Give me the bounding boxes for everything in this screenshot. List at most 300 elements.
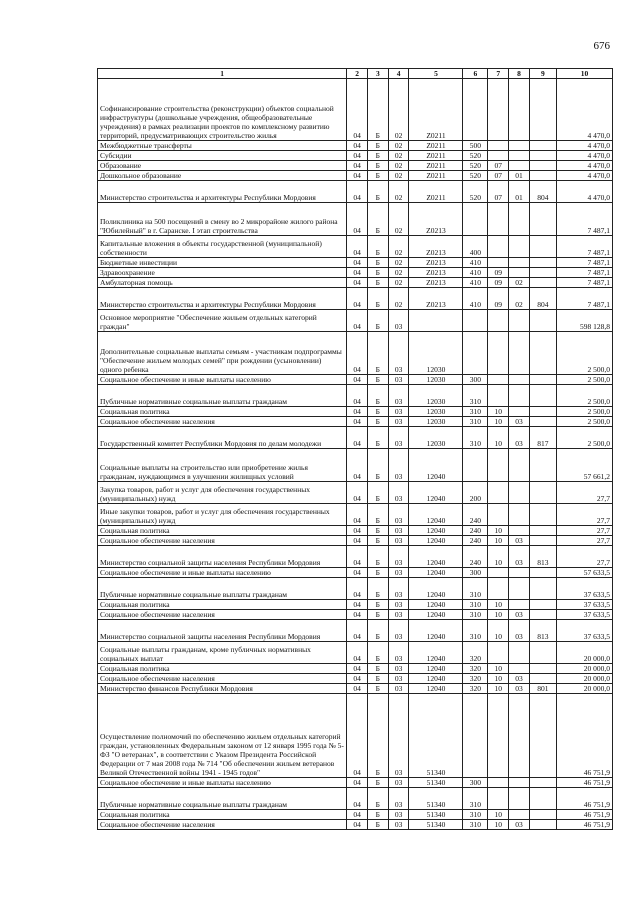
table-row	[98, 600, 613, 610]
amount-cell: 4 470,0	[556, 151, 612, 161]
code-cell	[529, 674, 556, 684]
code-cell: 03	[509, 417, 530, 427]
code-cell: 12040	[409, 674, 463, 684]
code-cell	[529, 568, 556, 578]
code-cell	[488, 385, 509, 407]
code-cell: 02	[388, 151, 409, 161]
row-name: Социальная политика	[98, 600, 347, 610]
code-cell	[488, 778, 509, 788]
amount-cell: 37 633,5	[556, 610, 612, 620]
code-cell: 02	[388, 171, 409, 181]
code-cell: 03	[388, 674, 409, 684]
code-cell	[529, 407, 556, 417]
table-row	[98, 694, 613, 778]
code-cell: 12040	[409, 546, 463, 568]
code-cell: Б	[367, 310, 388, 332]
code-cell: Б	[367, 546, 388, 568]
table-row	[98, 151, 613, 161]
row-name: Субсидии	[98, 151, 347, 161]
table-row	[98, 268, 613, 278]
row-name: Социальное обеспечение и иные выплаты населению	[98, 375, 347, 385]
code-cell	[529, 171, 556, 181]
code-cell: 03	[388, 788, 409, 810]
code-cell	[529, 417, 556, 427]
row-name: Социальное обеспечение населения	[98, 820, 347, 830]
code-cell: 10	[488, 600, 509, 610]
code-cell: 03	[388, 578, 409, 600]
code-cell	[488, 504, 509, 526]
code-cell	[529, 536, 556, 546]
column-header: 9	[529, 69, 556, 79]
code-cell: Б	[367, 236, 388, 258]
row-name: Межбюджетные трансферты	[98, 141, 347, 151]
code-cell: Z0211	[409, 181, 463, 203]
code-cell: 04	[347, 482, 368, 504]
row-name: Социальная политика	[98, 526, 347, 536]
table-row	[98, 258, 613, 268]
code-cell: 300	[463, 778, 488, 788]
row-name: Министерство финансов Республики Мордовия	[98, 684, 347, 694]
code-cell	[509, 258, 530, 268]
code-cell: Б	[367, 417, 388, 427]
amount-cell: 4 470,0	[556, 181, 612, 203]
code-cell: 04	[347, 568, 368, 578]
code-cell: 10	[488, 610, 509, 620]
code-cell	[509, 141, 530, 151]
table-row	[98, 810, 613, 820]
code-cell: 03	[509, 610, 530, 620]
code-cell: 804	[529, 181, 556, 203]
code-cell: Б	[367, 79, 388, 141]
code-cell: 51340	[409, 820, 463, 830]
code-cell: 310	[463, 385, 488, 407]
amount-cell: 2 500,0	[556, 417, 612, 427]
code-cell: 12040	[409, 578, 463, 600]
code-cell: 04	[347, 181, 368, 203]
code-cell: 04	[347, 417, 368, 427]
code-cell	[529, 578, 556, 600]
code-cell: 310	[463, 810, 488, 820]
code-cell	[463, 203, 488, 236]
code-cell: 500	[463, 141, 488, 151]
code-cell: 03	[388, 536, 409, 546]
code-cell: Б	[367, 268, 388, 278]
code-cell: 03	[388, 610, 409, 620]
code-cell	[463, 694, 488, 778]
code-cell: 10	[488, 546, 509, 568]
code-cell	[488, 310, 509, 332]
code-cell: 09	[488, 268, 509, 278]
code-cell	[529, 610, 556, 620]
row-name: Социальная политика	[98, 664, 347, 674]
code-cell: 03	[509, 546, 530, 568]
code-cell: 04	[347, 161, 368, 171]
code-cell: 310	[463, 620, 488, 642]
code-cell	[488, 449, 509, 482]
code-cell: Б	[367, 600, 388, 610]
table-row	[98, 288, 613, 310]
code-cell	[488, 332, 509, 375]
code-cell: 520	[463, 181, 488, 203]
code-cell	[529, 332, 556, 375]
code-cell	[509, 407, 530, 417]
code-cell	[529, 600, 556, 610]
code-cell: Б	[367, 171, 388, 181]
table-row	[98, 504, 613, 526]
code-cell	[529, 203, 556, 236]
row-name: Публичные нормативные социальные выплаты гражданам	[98, 385, 347, 407]
code-cell	[509, 332, 530, 375]
amount-cell: 2 500,0	[556, 427, 612, 449]
code-cell: 10	[488, 820, 509, 830]
code-cell: 310	[463, 610, 488, 620]
code-cell	[488, 236, 509, 258]
row-name: Социальное обеспечение населения	[98, 610, 347, 620]
code-cell: 10	[488, 664, 509, 674]
code-cell: 02	[388, 181, 409, 203]
code-cell: 12030	[409, 427, 463, 449]
code-cell: 03	[388, 546, 409, 568]
code-cell	[488, 642, 509, 664]
code-cell: 04	[347, 407, 368, 417]
code-cell: 801	[529, 684, 556, 694]
code-cell: 320	[463, 684, 488, 694]
code-cell: 12030	[409, 375, 463, 385]
code-cell	[509, 79, 530, 141]
row-name: Социальное обеспечение населения	[98, 536, 347, 546]
amount-cell: 20 000,0	[556, 674, 612, 684]
code-cell: 310	[463, 407, 488, 417]
amount-cell: 2 500,0	[556, 375, 612, 385]
amount-cell: 7 487,1	[556, 236, 612, 258]
code-cell: Б	[367, 151, 388, 161]
code-cell	[509, 568, 530, 578]
table-row	[98, 546, 613, 568]
code-cell: 04	[347, 385, 368, 407]
code-cell: Z0213	[409, 203, 463, 236]
code-cell: Б	[367, 674, 388, 684]
code-cell	[509, 642, 530, 664]
code-cell: 04	[347, 203, 368, 236]
code-cell	[488, 79, 509, 141]
code-cell: 03	[388, 385, 409, 407]
code-cell: 04	[347, 79, 368, 141]
code-cell: 300	[463, 375, 488, 385]
code-cell	[488, 151, 509, 161]
code-cell: 310	[463, 417, 488, 427]
amount-cell: 46 751,9	[556, 778, 612, 788]
amount-cell: 46 751,9	[556, 810, 612, 820]
code-cell: 04	[347, 820, 368, 830]
code-cell: 51340	[409, 694, 463, 778]
code-cell: 04	[347, 600, 368, 610]
table-row	[98, 536, 613, 546]
table-row	[98, 332, 613, 375]
code-cell: 51340	[409, 778, 463, 788]
amount-cell: 57 661,2	[556, 449, 612, 482]
code-cell: 813	[529, 620, 556, 642]
amount-cell: 46 751,9	[556, 820, 612, 830]
code-cell: 10	[488, 526, 509, 536]
row-name: Капитальные вложения в объекты государственной (муниципальной) собственности	[98, 236, 347, 258]
code-cell: 200	[463, 482, 488, 504]
code-cell	[463, 449, 488, 482]
code-cell: 04	[347, 694, 368, 778]
code-cell: 02	[509, 278, 530, 288]
code-cell	[488, 788, 509, 810]
table-row	[98, 684, 613, 694]
code-cell: 04	[347, 610, 368, 620]
table-row	[98, 278, 613, 288]
code-cell: 520	[463, 151, 488, 161]
table-row	[98, 310, 613, 332]
code-cell: 12040	[409, 568, 463, 578]
amount-cell: 46 751,9	[556, 694, 612, 778]
code-cell	[488, 694, 509, 778]
code-cell: 03	[388, 310, 409, 332]
code-cell: 04	[347, 375, 368, 385]
amount-cell: 7 487,1	[556, 288, 612, 310]
table-row	[98, 141, 613, 151]
code-cell: 04	[347, 788, 368, 810]
amount-cell: 20 000,0	[556, 642, 612, 664]
code-cell: 04	[347, 141, 368, 151]
code-cell: Z0213	[409, 268, 463, 278]
code-cell: 04	[347, 151, 368, 161]
code-cell: 400	[463, 236, 488, 258]
code-cell: 09	[488, 288, 509, 310]
code-cell: 12040	[409, 536, 463, 546]
code-cell: 02	[388, 258, 409, 268]
row-name: Закупка товаров, работ и услуг для обеспечения государственных (муниципальных) нужд	[98, 482, 347, 504]
code-cell	[529, 141, 556, 151]
code-cell: Б	[367, 568, 388, 578]
code-cell	[529, 526, 556, 536]
code-cell	[529, 664, 556, 674]
amount-cell: 4 470,0	[556, 161, 612, 171]
row-name: Софинансирование строительства (реконструкции) объектов социальной инфраструктуры (дошкольные учреждения, общеобразовательные учреждения) в рамках реализации проектов по комплексному развитию территорий, предусматривающих строительство жилья	[98, 79, 347, 141]
amount-cell: 4 470,0	[556, 171, 612, 181]
code-cell	[488, 258, 509, 268]
code-cell: 04	[347, 684, 368, 694]
column-header: 7	[488, 69, 509, 79]
table-row	[98, 427, 613, 449]
code-cell: 04	[347, 288, 368, 310]
code-cell	[409, 310, 463, 332]
code-cell: 12040	[409, 642, 463, 664]
code-cell: 51340	[409, 788, 463, 810]
row-name: Министерство строительства и архитектуры Республики Мордовия	[98, 181, 347, 203]
code-cell: 520	[463, 171, 488, 181]
amount-cell: 4 470,0	[556, 141, 612, 151]
code-cell: 04	[347, 810, 368, 820]
table-header-row	[98, 69, 613, 79]
code-cell	[529, 278, 556, 288]
code-cell: 04	[347, 504, 368, 526]
code-cell: 310	[463, 578, 488, 600]
code-cell: 03	[388, 568, 409, 578]
code-cell	[529, 810, 556, 820]
amount-cell: 57 633,5	[556, 568, 612, 578]
column-header: 1	[98, 69, 347, 79]
row-name: Социальное обеспечение населения	[98, 674, 347, 684]
table-row	[98, 236, 613, 258]
code-cell: 12030	[409, 385, 463, 407]
code-cell	[529, 161, 556, 171]
row-name: Социальные выплаты гражданам, кроме публичных нормативных социальных выплат	[98, 642, 347, 664]
table-row	[98, 407, 613, 417]
code-cell: 12030	[409, 332, 463, 375]
code-cell: 10	[488, 417, 509, 427]
code-cell	[529, 504, 556, 526]
code-cell: 03	[388, 694, 409, 778]
table-row	[98, 620, 613, 642]
code-cell	[509, 578, 530, 600]
code-cell: 310	[463, 427, 488, 449]
code-cell: 02	[388, 161, 409, 171]
code-cell	[529, 79, 556, 141]
code-cell: Б	[367, 288, 388, 310]
code-cell: 240	[463, 536, 488, 546]
table-row	[98, 482, 613, 504]
code-cell	[509, 482, 530, 504]
code-cell	[463, 79, 488, 141]
row-name: Социальная политика	[98, 810, 347, 820]
code-cell: 03	[388, 820, 409, 830]
code-cell: 10	[488, 536, 509, 546]
code-cell: Б	[367, 407, 388, 417]
table-row	[98, 578, 613, 600]
amount-cell: 2 500,0	[556, 385, 612, 407]
table-row	[98, 788, 613, 810]
code-cell: 410	[463, 278, 488, 288]
code-cell: Б	[367, 203, 388, 236]
table-row	[98, 610, 613, 620]
code-cell	[509, 664, 530, 674]
code-cell: 520	[463, 161, 488, 171]
code-cell: 02	[388, 268, 409, 278]
code-cell	[509, 385, 530, 407]
row-name: Публичные нормативные социальные выплаты гражданам	[98, 788, 347, 810]
code-cell	[509, 310, 530, 332]
code-cell: Б	[367, 820, 388, 830]
row-name: Социальные выплаты на строительство или приобретение жилья гражданам, нуждающимся в улучшении жилищных условий	[98, 449, 347, 482]
code-cell: 410	[463, 268, 488, 278]
code-cell: 240	[463, 526, 488, 536]
code-cell: Б	[367, 810, 388, 820]
code-cell	[509, 161, 530, 171]
code-cell: 240	[463, 504, 488, 526]
amount-cell: 7 487,1	[556, 258, 612, 268]
code-cell	[529, 820, 556, 830]
amount-cell: 27,7	[556, 482, 612, 504]
code-cell: 02	[388, 278, 409, 288]
row-name: Министерство социальной защиты населения Республики Мордовия	[98, 546, 347, 568]
code-cell: 12040	[409, 482, 463, 504]
code-cell: Z0213	[409, 236, 463, 258]
row-name: Социальное обеспечение и иные выплаты населению	[98, 568, 347, 578]
row-name: Социальная политика	[98, 407, 347, 417]
code-cell: 10	[488, 810, 509, 820]
code-cell: 04	[347, 526, 368, 536]
code-cell: Z0211	[409, 79, 463, 141]
code-cell: 03	[388, 417, 409, 427]
row-name: Дополнительные социальные выплаты семьям - участникам подпрограммы "Обеспечение жильем молодых семей" при рождении (усыновлении) одного ребенка	[98, 332, 347, 375]
code-cell: 12030	[409, 407, 463, 417]
code-cell: 04	[347, 642, 368, 664]
code-cell: Б	[367, 536, 388, 546]
code-cell	[488, 568, 509, 578]
row-name: Дошкольное образование	[98, 171, 347, 181]
code-cell: 07	[488, 161, 509, 171]
code-cell: 12040	[409, 684, 463, 694]
row-name: Социальное обеспечение населения	[98, 417, 347, 427]
amount-cell: 37 633,5	[556, 578, 612, 600]
code-cell: 10	[488, 620, 509, 642]
page-number: 676	[593, 40, 610, 52]
amount-cell: 37 633,5	[556, 600, 612, 610]
row-name: Образование	[98, 161, 347, 171]
code-cell: Б	[367, 642, 388, 664]
amount-cell: 4 470,0	[556, 79, 612, 141]
column-header: 10	[556, 69, 612, 79]
row-name: Основное мероприятие "Обеспечение жильем отдельных категорий граждан"	[98, 310, 347, 332]
code-cell: Б	[367, 664, 388, 674]
code-cell: 03	[388, 810, 409, 820]
code-cell: 04	[347, 664, 368, 674]
code-cell: 01	[509, 181, 530, 203]
code-cell: 04	[347, 332, 368, 375]
amount-cell: 27,7	[556, 504, 612, 526]
code-cell	[529, 268, 556, 278]
code-cell: 320	[463, 642, 488, 664]
code-cell: 310	[463, 820, 488, 830]
code-cell	[529, 151, 556, 161]
code-cell: 03	[509, 820, 530, 830]
code-cell	[509, 778, 530, 788]
code-cell	[509, 203, 530, 236]
code-cell: 03	[388, 449, 409, 482]
code-cell	[509, 788, 530, 810]
code-cell	[509, 810, 530, 820]
code-cell	[529, 258, 556, 268]
row-name: Государственный комитет Республики Мордовия по делам молодежи	[98, 427, 347, 449]
row-name: Амбулаторная помощь	[98, 278, 347, 288]
code-cell: Б	[367, 427, 388, 449]
code-cell: Z0213	[409, 258, 463, 268]
code-cell: 04	[347, 236, 368, 258]
code-cell: 04	[347, 427, 368, 449]
code-cell: Z0211	[409, 171, 463, 181]
table-row	[98, 449, 613, 482]
code-cell: 03	[388, 504, 409, 526]
amount-cell: 37 633,5	[556, 620, 612, 642]
code-cell: 03	[388, 332, 409, 375]
amount-cell: 598 128,8	[556, 310, 612, 332]
code-cell: 12040	[409, 504, 463, 526]
code-cell	[529, 385, 556, 407]
code-cell: 804	[529, 288, 556, 310]
code-cell: 03	[509, 536, 530, 546]
code-cell	[509, 504, 530, 526]
code-cell: 04	[347, 778, 368, 788]
code-cell: 410	[463, 258, 488, 268]
amount-cell: 46 751,9	[556, 788, 612, 810]
amount-cell: 2 500,0	[556, 407, 612, 417]
code-cell: Б	[367, 526, 388, 536]
code-cell	[529, 788, 556, 810]
code-cell: 07	[488, 171, 509, 181]
